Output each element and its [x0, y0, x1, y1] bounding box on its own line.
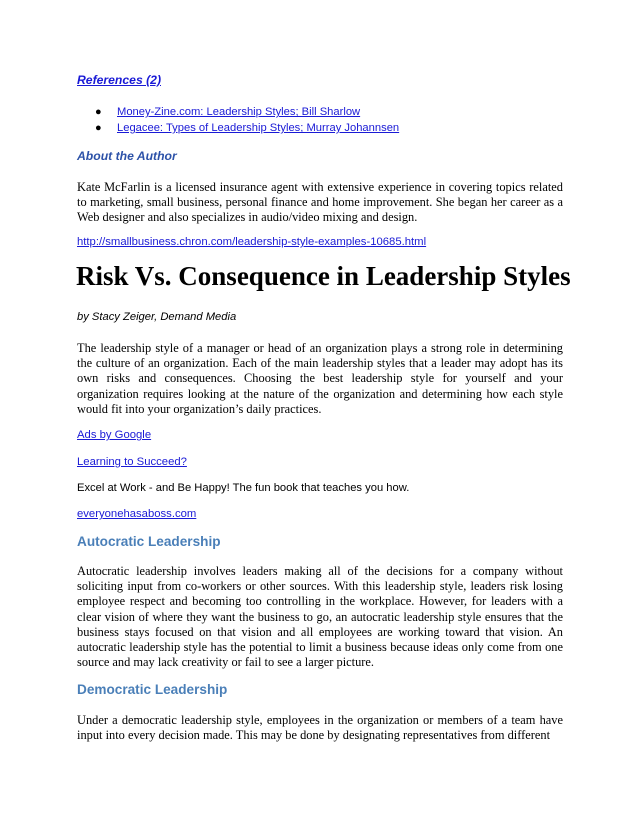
- section-heading: Democratic Leadership: [77, 682, 228, 697]
- ad-domain-link[interactable]: everyonehasaboss.com: [77, 508, 197, 520]
- references-list: [95, 104, 575, 136]
- about-author-paragraph: Kate McFarlin is a licensed insurance agent with extensive experience in covering topics related to marketing, small business, personal finance and home improvement. She began her career as a Web designer and also specializes in audio/video mixing and design.: [77, 180, 563, 225]
- bullet-icon: ●: [95, 122, 102, 134]
- reference-link[interactable]: Money-Zine.com: Leadership Styles; Bill Sharlow: [117, 106, 361, 118]
- list-item: [95, 104, 575, 120]
- ad-title-link[interactable]: Learning to Succeed?: [77, 456, 187, 468]
- about-author-heading: About the Author: [77, 149, 177, 163]
- ad-description: Excel at Work - and Be Happy! The fun book that teaches you how.: [77, 482, 410, 494]
- source-url-link[interactable]: http://smallbusiness.chron.com/leadership-style-examples-10685.html: [77, 236, 427, 248]
- list-item: [95, 120, 575, 136]
- reference-link[interactable]: Legacee: Types of Leadership Styles; Murray Johannsen: [117, 122, 400, 134]
- section-paragraph: Autocratic leadership involves leaders making all of the decisions for a company without soliciting input from co-workers or other sources. With this leadership style, leaders risk losing employee respect and becoming too controlling in the workplace. However, for leaders with a clear vision of where they want the business to go, an autocratic leadership style ensures that the business stays focused on that vision and all employees are working toward that vision. An autocratic leadership style has the potential to limit a business because ideas only come from one source and may lack creativity or fail to see a larger picture.: [77, 564, 563, 670]
- ads-by-google-link[interactable]: Ads by Google: [77, 429, 152, 441]
- bullet-icon: ●: [95, 106, 102, 118]
- article-byline: by Stacy Zeiger, Demand Media: [77, 311, 237, 323]
- references-heading[interactable]: References (2): [77, 73, 161, 87]
- section-paragraph: Under a democratic leadership style, employees in the organization or members of a team have input into every decision made. This may be done by designating representatives from different: [77, 713, 563, 743]
- article-title: Risk Vs. Consequence in Leadership Styles: [76, 261, 571, 291]
- section-heading: Autocratic Leadership: [77, 534, 221, 549]
- article-intro: The leadership style of a manager or head of an organization plays a strong role in determining the culture of an organization. Each of the main leadership styles that a leader may adopt has its own risks and consequences. Choosing the best leadership style for yourself and your organization requires looking at the nature of the organization and determining how each style would fit into your organization’s daily practices.: [77, 341, 563, 416]
